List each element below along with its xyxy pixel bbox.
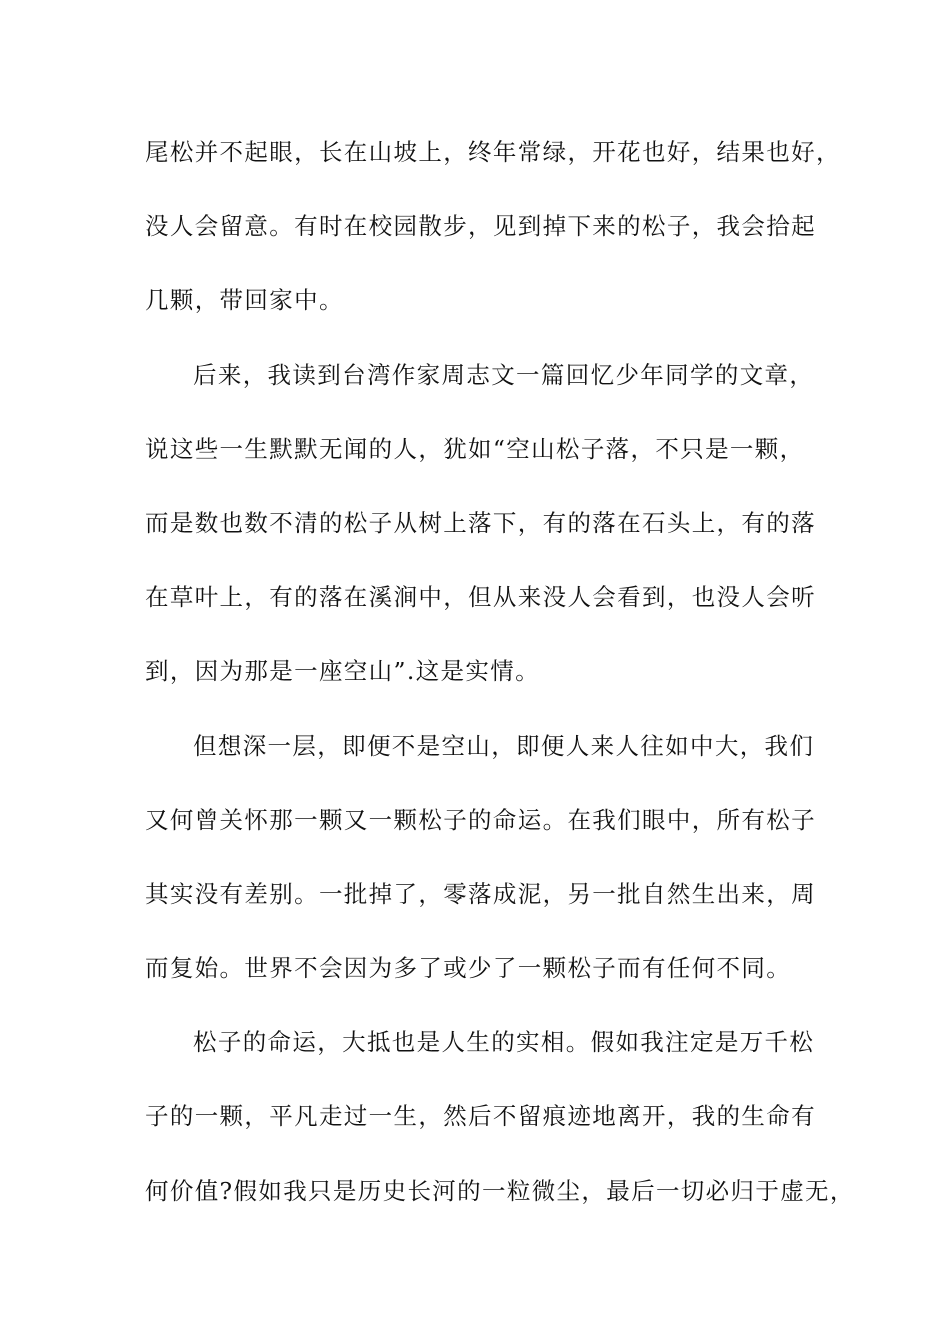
text-line: 在草叶上，有的落在溪涧中，但从来没人会看到，也没人会听 bbox=[145, 583, 816, 612]
text-line: 而复始。世界不会因为多了或少了一颗松子而有任何不同。 bbox=[145, 954, 792, 983]
body-text bbox=[145, 127, 855, 1240]
text-line: 而是数也数不清的松子从树上落下，有的落在石头上，有的落 bbox=[145, 508, 816, 537]
text-line: 又何曾关怀那一颗又一颗松子的命运。在我们眼中，所有松子 bbox=[145, 805, 816, 834]
text-line: 说这些一生默默无闻的人，犹如“空山松子落，不只是一颗， bbox=[145, 434, 805, 463]
text-line: 尾松并不起眼，长在山坡上，终年常绿，开花也好，结果也好， bbox=[145, 138, 841, 166]
text-line: 子的一颗，平凡走过一生，然后不留痕迹地离开，我的生命有 bbox=[145, 1102, 816, 1131]
text-line: 到，因为那是一座空山”.这是实情。 bbox=[145, 657, 540, 686]
paragraph-start-line: 后来，我读到台湾作家周志文一篇回忆少年同学的文章， bbox=[193, 360, 815, 389]
paragraph-start-line: 但想深一层，即便不是空山，即便人来人往如中大，我们 bbox=[193, 731, 815, 760]
text-line: 几颗，带回家中。 bbox=[145, 286, 344, 315]
text-line: 其实没有差别。一批掉了，零落成泥，另一批自然生出来，周 bbox=[145, 879, 816, 908]
text-line: 没人会留意。有时在校园散步，见到掉下来的松子，我会拾起 bbox=[145, 212, 816, 241]
paragraph-start-line: 松子的命运，大抵也是人生的实相。假如我注定是万千松 bbox=[193, 1028, 815, 1057]
text-line: 何价值?假如我只是历史长河的一粒微尘，最后一切必归于虚无， bbox=[145, 1176, 855, 1205]
